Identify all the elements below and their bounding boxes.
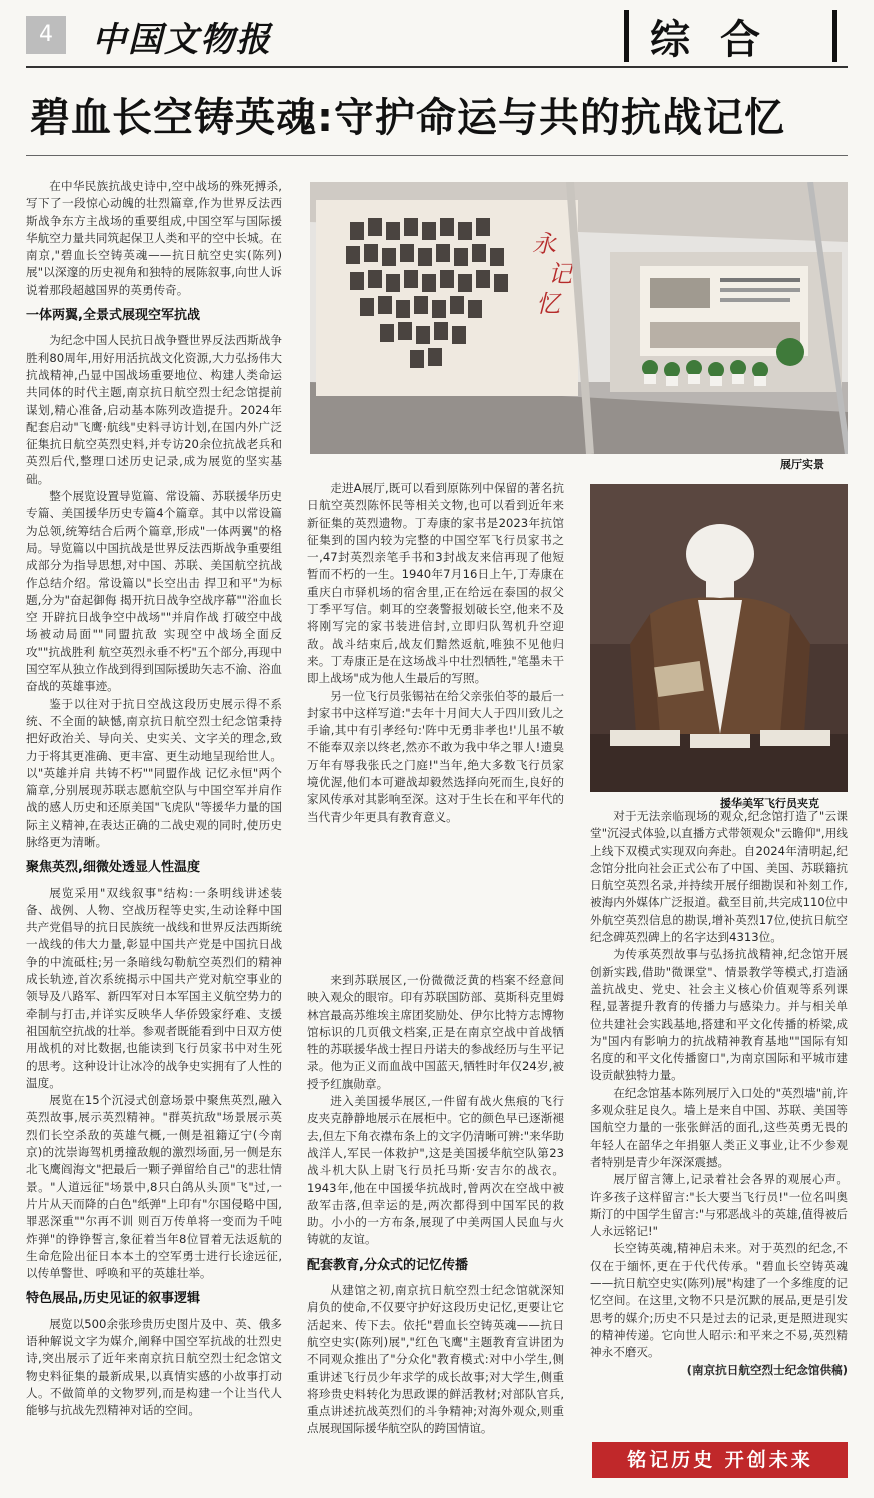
subheading: 聚焦英烈,细微处透显人性温度	[26, 860, 200, 876]
newspaper-logo: 中国文物报	[92, 20, 272, 60]
svg-text:忆: 忆	[536, 290, 560, 318]
paragraph: 整个展览设置导览篇、常设篇、苏联援华历史专篇、美国援华历史专篇4个篇章。其中以常设篇为总领,统筹结合后两个篇章,形成"一体两翼"的格局。导览篇以中国抗战是世界反法西斯战争重要组成部分为指导思想,对中国、苏联、美国航空抗战作总结介绍。常设篇以"长空出击 捍卫和平"为标题,分为"奋起御侮 揭开抗日战争空战序幕""浴血长空 开辟抗日战争空中战场""并肩作战 打破空中战场被动局面""同盟抗敌 实现空中战场全面反攻""抗战胜利 航空英烈永垂不朽"五个部分,再现中国空军从独立作战到得到国际援助矢志不渝、浴血奋战的英雄事迹。	[26, 489, 282, 694]
paragraph: 在纪念馆基本陈列展厅入口处的"英烈墙"前,许多观众驻足良久。墙上是来自中国、苏联、美国等国航空力量的一张张鲜活的面孔,这些英勇无畏的年轻人在韶华之年捐躯人类正义事业,让不少参观者特别是青少年深深震撼。	[590, 1085, 848, 1169]
paragraph: 展览采用"双线叙事"结构:一条明线讲述装备、战例、人物、空战历程等史实,生动诠释中国共产党倡导的抗日民族统一战线和世界反法西斯统一战线的伟大力量,彰显中国共产党是中国抗日战争的中流砥柱;另一条暗线勾勒航空英烈们的精神成长轨迹,首次系统揭示中国共产党对航空事业的领导及八路军、新四军对日本军国主义航空势力的牵制与打击,并详实反映华人华侨毁家纾难、支援祖国航空抗战的壮举。参观者既能看到中日双方使用战机的对比数据,也能读到飞行员家书中对生死的思考。这种设计让冰冷的战争史实拥有了人性的温度。	[26, 885, 282, 1090]
photo-caption-hall: 展厅实景	[780, 458, 824, 471]
headline: 碧血长空铸英魂:守护命运与共的抗战记忆	[30, 95, 785, 141]
subheading: 一体两翼,全景式展现空军抗战	[26, 308, 200, 324]
svg-text:永: 永	[532, 230, 556, 258]
section-divider-right	[832, 10, 837, 62]
article-column-2	[307, 480, 564, 970]
paragraph: 鉴于以往对于抗日空战这段历史展示得不系统、不全面的缺憾,南京抗日航空烈士纪念馆秉持把好政治关、导向关、史实关、文字关的理念,致力于将其更准确、更丰富、更生动地呈现给世人。以"英雄并肩 共铸不朽""同盟作战 记忆永恒"两个篇章,分别展现苏联志愿航空队与中国空军并肩作战的感人历史和还原美国"飞虎队"等援华力量的国际主义精神,在表达正确的二战史观的同时,使历史脉络更为清晰。	[26, 696, 282, 849]
paragraph: 在中华民族抗战史诗中,空中战场的殊死搏杀,写下了一段惊心动魄的壮烈篇章,作为世界反法西斯战争东方主战场的重要组成,中国空军与国际援华航空力量共同筑起保卫人类和平的空中长城。在南京,"碧血长空铸英魂——抗日航空史实(陈列)展"以深邃的历史视角和独特的展陈叙事,向世人诉说着那段超越国界的英勇传奇。	[26, 179, 282, 297]
exhibition-hall-photo	[310, 182, 848, 454]
pilot-jacket-photo	[590, 484, 848, 792]
article-column-4	[590, 808, 848, 1426]
subheading: 特色展品,历史见证的叙事逻辑	[26, 1291, 200, 1307]
paragraph: 另一位飞行员张锡祜在给父亲张伯苓的最后一封家书中这样写道:"去年十月间大人于四川致儿之手谕,其中有引孝经句:'阵中无勇非孝也!'儿虽不敏不能奉双亲以终老,然亦不敢为我中华之罪人!遗臭万年有辱我张氏之门庭!"当年,绝大多数飞行员家境优渥,他们本可避战却毅然选择向死而生,良好的家风传承对其影响至深。这对于生长在和平年代的当代青少年更具有教育意义。	[307, 688, 564, 824]
paragraph: 展厅留言簿上,记录着社会各界的观展心声。许多孩子这样留言:"长大要当飞行员!"一位名叫奥斯汀的中国学生留言:"与邪恶战斗的英雄,值得被后人永远铭记!"	[590, 1172, 848, 1239]
article-column-1	[26, 178, 282, 1478]
paragraph: 对于无法亲临现场的观众,纪念馆打造了"云课堂"沉浸式体验,以直播方式带领观众"云瞻仰",用线上线下双模式实现双向奔赴。自2024年清明起,纪念馆分批向社会正式公布了中国、美国、苏联籍抗日航空英烈名录,并持续开展仔细勘误和补刻工作,被海内外媒体广泛报道。截至目前,共完成110位中外航空英烈信息的勘误,增补英烈17位,使抗日航空纪念碑英烈碑上的名字达到4313位。	[590, 809, 848, 945]
paragraph: 来到苏联展区,一份微微泛黄的档案不经意间映入观众的眼帘。印有苏联国防部、莫斯科克里姆林宫最高苏维埃主席团奖励处、伊尔比特方志博物馆标识的几页俄文档案,正是在南京空战中首战牺牲的苏联援华战士捏日丹诺夫的参战经历与生平记录。他为正义而血战中国蓝天,牺牲时年仅24岁,被授予红旗勋章。	[307, 973, 564, 1091]
paragraph: 为传承英烈故事与弘扬抗战精神,纪念馆开展创新实践,借助"微课堂"、情景教学等模式,打造涵盖抗战史、党史、社会主义核心价值观等系列课程,显著提升教育的传播力与感染力。并与相关单位共建社会实践基地,搭建和平文化传播的桥梁,成为"国内有影响力的抗战精神教育基地""国际有知名度的和平文化传播窗口",为南京国际和平城市建设贡献独特力量。	[590, 947, 848, 1083]
svg-text:记: 记	[548, 260, 572, 288]
article-column-3	[307, 972, 564, 1480]
photo-caption-jacket: 援华美军飞行员夹克	[720, 797, 819, 810]
slogan-banner: 铭记历史 开创未来	[592, 1442, 848, 1478]
paragraph: 从建馆之初,南京抗日航空烈士纪念馆就深知肩负的使命,不仅要守护好这段历史记忆,更要让它活起来、传下去。依托"碧血长空铸英魂——抗日航空史实(陈列)展","红色飞鹰"主题教育宣讲团为不同观众推出了"分众化"教育模式:对中小学生,侧重讲述飞行员少年求学的成长故事;对大学生,侧重将珍贵史料转化为思政课的鲜活教材;对部队官兵,重点讲述抗战英烈们的斗争精神;对海外观众,则重点展现国际援华航空队的跨国情谊。	[307, 1283, 564, 1436]
paragraph: 长空铸英魂,精神启未来。对于英烈的纪念,不仅在于缅怀,更在于代代传承。"碧血长空铸英魂——抗日航空史实(陈列)展"构建了一个多维度的记忆空间。在这里,文物不只是沉默的展品,更是引发思考的媒介;历史不只是过去的记录,更是照进现实的精神传递。它向世人昭示:和平来之不易,英烈精神永不磨灭。	[590, 1241, 848, 1360]
section-divider-left	[624, 10, 629, 62]
paragraph: 为纪念中国人民抗日战争暨世界反法西斯战争胜利80周年,用好用活抗战文化资源,大力弘扬伟大抗战精神,凸显中国战场重要地位、构建人类命运共同体的时代主题,南京抗日航空烈士纪念馆提前谋划,精心准备,启动基本陈列改造提升。2024年配套启动"飞鹰·航线"史料寻访计划,在国内外广泛征集抗日航空英烈史料,并专访20余位抗战老兵和英烈后代,整理口述历史记录,成为展览的坚实基础。	[26, 333, 282, 486]
paragraph: 展览在15个沉浸式创意场景中聚焦英烈,融入英烈故事,展示英烈精神。"群英抗敌"场景展示英烈们长空杀敌的英雄气概,一侧是祖籍辽宁(今南京)的沈崇诲驾机勇撞敌舰的激烈场面,另一侧是东北飞鹰阎海文"把最后一颗子弹留给自己"的悲壮情景。"人道远征"场景中,8只白鸽从头顶"飞"过,一片片从天而降的白色"纸弹"上印有"尔国侵略中国,罪恶深重""尔再不训 则百万传单将一变而为千吨炸弹"的铮铮誓言,象征着当年8位冒着无法返航的生命危险出征日本本土的空军勇士进行长途远征,以传单警世、呼唤和平的英雄壮举。	[26, 1093, 282, 1281]
paragraph: 走进A展厅,既可以看到原陈列中保留的著名抗日航空英烈陈怀民等相关文物,也可以看到近年来新征集的英烈遗物。丁寿康的家书是2023年抗馆征集到的国内较为完整的中国空军飞行员家书之一,47封英烈亲笔手书和3封战友来信再现了他短暂而不朽的一生。1940年7月16日上午,丁寿康在重庆白市驿机场的宿舍里,正在给远在泰国的叔父丁季平写信。刺耳的空袭警报划破长空,他来不及将刚写完的家书装进信封,立即归队驾机升空迎敌。战斗结束后,战友们黯然返航,唯独不见他归来。丁寿康正是在这场战斗中壮烈牺牲,"笔墨未干即上战场"成为他人生最后的写照。	[307, 481, 564, 686]
subheading: 配套教育,分众式的记忆传播	[307, 1257, 468, 1273]
article-source: (南京抗日航空烈士纪念馆供稿)	[686, 1362, 848, 1377]
page-number: 4	[26, 16, 66, 54]
section-title: 综合	[650, 17, 790, 63]
masthead-rule	[26, 66, 848, 68]
paragraph: 展览以500余张珍贵历史图片及中、英、俄多语种解说文字为媒介,阐释中国空军抗战的壮烈史诗,突出展示了近年来南京抗日航空烈士纪念馆文物史料征集的最新成果,以真情实感的小故事打动人。不做简单的文物罗列,而是构建一个让当代人能够与抗战先烈精神对话的空间。	[26, 1316, 282, 1418]
headline-rule	[26, 155, 848, 156]
paragraph: 进入美国援华展区,一件留有战火焦痕的飞行皮夹克静静地展示在展柜中。它的颜色早已逐渐褪去,但左下角衣襟布条上的文字仍清晰可辨:"来华助战洋人,军民一体救护",这是美国援华航空队第23战斗机大队上尉飞行员托马斯·安吉尔的战衣。1943年,他在中国援华抗战时,曾两次在空战中被敌军击落,但幸运的是,两次都得到中国军民的救助。小小的一方布条,展现了中美两国人民血与火铸就的友谊。	[307, 1094, 564, 1247]
